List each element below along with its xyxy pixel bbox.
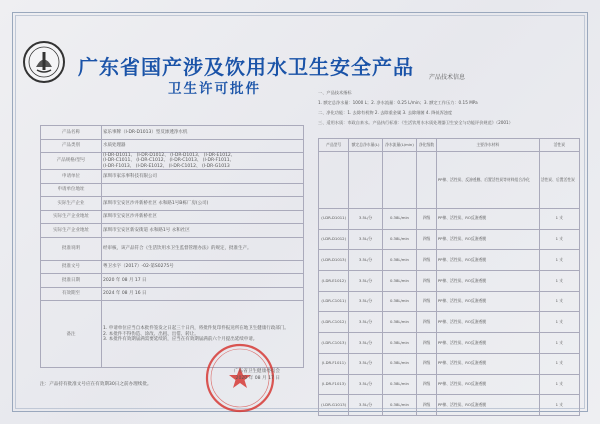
permit-row: [41, 237, 304, 260]
spec-row: [319, 271, 580, 292]
spec-cell: PP棉、活性炭、RO反渗透膜: [436, 395, 539, 416]
permit-row-value: 1. 申请单位应当自本批件签发之日起三十日内，将批件复印件报送所在地卫生健康行政部门。 2. 本批件不得伪造、涂改、出租、出借、转让。 3. 本批件有效期届满需要延续的，应当在有效期届满前六个月提出延续申请。: [102, 301, 304, 368]
spec-cell: (I-DR-C1013): [319, 333, 349, 354]
spec-cell: (I-DR-F1011): [319, 353, 349, 374]
spec-row: [319, 229, 580, 250]
spec-cell: 0.38L/min: [382, 291, 416, 312]
permit-row-value: 2020 年 08 月 17 日: [102, 274, 304, 288]
permit-row-label: 备注: [41, 301, 102, 368]
spec-row: [319, 250, 580, 271]
tech-spec-table: [318, 138, 580, 416]
permit-row-label: 批准说明: [41, 237, 102, 260]
spec-cell: 1 支: [539, 312, 579, 333]
issue-date: 2020 年 08 月 17 日: [235, 376, 280, 381]
permit-row-label: 实际生产企业: [41, 197, 102, 211]
tech-note: 一、产品技术指标: [318, 90, 352, 95]
spec-subheader-cell: [417, 152, 437, 209]
spec-cell: 3.5L/分: [349, 271, 382, 292]
permit-row-label: 批准日期: [41, 274, 102, 288]
permit-row: [41, 274, 304, 288]
spec-row: [319, 291, 580, 312]
spec-cell: PP棉、活性炭、RO反渗透膜: [436, 353, 539, 374]
spec-cell: 四级: [417, 353, 437, 374]
spec-cell: 1 支: [539, 229, 579, 250]
spec-row: [319, 374, 580, 395]
spec-cell: (I-DR-F1013): [319, 374, 349, 395]
document-title: 广东省国产涉及饮用水卫生安全产品: [78, 55, 414, 79]
spec-cell: 四级: [417, 395, 437, 416]
document-subtitle: 卫生许可批件: [168, 81, 261, 97]
spec-cell: 1 支: [539, 250, 579, 271]
permit-row-value: 深圳市家乐事科技有限公司: [102, 170, 304, 184]
permit-row-value: 深圳市宝安区沙井新桥社区 永和路1号B栋厂房(公司): [102, 197, 304, 211]
permit-row-label: 产品类别: [41, 139, 102, 153]
spec-cell: PP棉、活性炭、RO反渗透膜: [436, 229, 539, 250]
spec-cell: PP棉、活性炭、RO反渗透膜: [436, 250, 539, 271]
spec-cell: 0.38L/min: [382, 395, 416, 416]
permit-row: [41, 153, 304, 170]
permit-row-label: 批准文号: [41, 260, 102, 274]
spec-cell: (I-DR-D1011): [319, 209, 349, 230]
issuer-name: 广东省卫生健康委员会: [234, 369, 280, 374]
spec-header-cell: 主要净水材料: [436, 139, 539, 152]
spec-cell: 1 支: [539, 271, 579, 292]
spec-cell: 四级: [417, 312, 437, 333]
permit-row-value: (I-DR-D1011、 (I-DR-D1012、 (I-DR-D1013、 (I-DR-E1012、 (I-DR-C1011、 (I-DR-C1012、 (I-DR-C1013、 (I-DR-F1011、 (I-DR-F1013、 (I-DR-E1012、 (I-DR-C1012、 (I-DR-G1013: [102, 153, 304, 170]
spec-header-row: [319, 139, 580, 152]
spec-row: [319, 333, 580, 354]
permit-row-label: 申请单位地址: [41, 183, 102, 197]
spec-cell: (I-DR-C1012): [319, 312, 349, 333]
spec-cell: PP棉、活性炭、RO反渗透膜: [436, 312, 539, 333]
spec-subheader-cell: 活性炭、后置活性炭: [539, 152, 579, 209]
spec-cell: (I-DR-C1011): [319, 291, 349, 312]
tech-note: 1. 额定总净水量：1000 L；2. 净水流量：0.25 L/min；3. 额定工作压力：0.15 MPa: [318, 100, 478, 105]
spec-cell: 0.38L/min: [382, 333, 416, 354]
permit-row: [41, 224, 304, 238]
permit-info-table: [40, 125, 304, 368]
permit-row: [41, 170, 304, 184]
spec-cell: PP棉、活性炭、RO反渗透膜: [436, 333, 539, 354]
spec-cell: 3.5L/分: [349, 209, 382, 230]
permit-row-label: 实际生产企业地址: [41, 224, 102, 238]
spec-cell: 3.5L/分: [349, 333, 382, 354]
spec-row: [319, 209, 580, 230]
spec-cell: 3.5L/分: [349, 374, 382, 395]
spec-cell: (I-DR-D1012): [319, 229, 349, 250]
spec-row: [319, 395, 580, 416]
spec-cell: 0.38L/min: [382, 353, 416, 374]
spec-cell: PP棉、活性炭、RO反渗透膜: [436, 291, 539, 312]
spec-cell: 3.5L/分: [349, 250, 382, 271]
permit-row-value: 家乐事牌（I-DR-D1013）型反渗透净水机: [102, 126, 304, 140]
permit-row-value: 深圳市宝安区沙井新桥社区: [102, 210, 304, 224]
spec-cell: 0.38L/min: [382, 229, 416, 250]
spec-header-cell: 净水流量(L/min): [382, 139, 416, 152]
permit-row: [41, 197, 304, 211]
spec-cell: 3.5L/分: [349, 291, 382, 312]
tech-note: 二、净化功能：1. 去除有机物 2. 去除重金属 3. 去除细菌 4. 降低浑浊度: [318, 110, 453, 115]
tech-note: 三、适用水质：市政自来水。产品执行标准：《生活饮用水水质处理器卫生安全与功能评价规范》（2001）: [318, 120, 513, 125]
spec-cell: 四级: [417, 271, 437, 292]
permit-row-label: 产品名称: [41, 126, 102, 140]
health-emblem-icon: [22, 40, 66, 84]
spec-cell: 四级: [417, 374, 437, 395]
permit-row-label: 申请单位: [41, 170, 102, 184]
spec-header-cell: 产品型号: [319, 139, 349, 152]
spec-subheader-row: [319, 152, 580, 209]
renewal-notice: 注：产品持有批准文号应在有效期30日之前办理续批。: [40, 382, 152, 387]
permit-row-value: 2024 年 08 月 16 日: [102, 287, 304, 301]
spec-cell: (I-DR-D1013): [319, 250, 349, 271]
issuer-block: [190, 368, 280, 382]
spec-cell: 四级: [417, 291, 437, 312]
spec-cell: 3.5L/分: [349, 395, 382, 416]
permit-row-label: 产品规格/型号: [41, 153, 102, 170]
spec-row: [319, 312, 580, 333]
spec-cell: 四级: [417, 229, 437, 250]
permit-row-value: 水质处理器: [102, 139, 304, 153]
spec-cell: 1 支: [539, 291, 579, 312]
spec-cell: 1 支: [539, 395, 579, 416]
permit-row-value: 粤卫水字（2017）-02-第S0275号: [102, 260, 304, 274]
permit-row: [41, 139, 304, 153]
spec-header-cell: 净化级数: [417, 139, 437, 152]
spec-cell: 1 支: [539, 209, 579, 230]
spec-cell: PP棉、活性炭、RO反渗透膜: [436, 271, 539, 292]
spec-cell: 0.38L/min: [382, 312, 416, 333]
tech-notes: [318, 88, 580, 128]
spec-subheader-cell: [319, 152, 349, 209]
permit-row: [41, 126, 304, 140]
spec-subheader-cell: [382, 152, 416, 209]
spec-header-cell: 活性炭: [539, 139, 579, 152]
spec-cell: PP棉、活性炭、RO反渗透膜: [436, 374, 539, 395]
spec-subheader-cell: PP棉、活性炭、反渗透膜、后置活性炭等材料组合净化: [436, 152, 539, 209]
permit-row: [41, 260, 304, 274]
spec-cell: 0.38L/min: [382, 374, 416, 395]
permit-row: [41, 183, 304, 197]
permit-row: [41, 210, 304, 224]
spec-cell: 0.38L/min: [382, 271, 416, 292]
spec-cell: 1 支: [539, 353, 579, 374]
spec-row: [319, 353, 580, 374]
permit-row-value: [102, 183, 304, 197]
spec-header-cell: 额定总净水量(L): [349, 139, 382, 152]
spec-cell: 1 支: [539, 333, 579, 354]
spec-cell: 0.38L/min: [382, 209, 416, 230]
spec-cell: 1 支: [539, 374, 579, 395]
spec-cell: 四级: [417, 250, 437, 271]
permit-row-value: 深圳市宝安区新安街道 永和路1号 永和社区: [102, 224, 304, 238]
spec-cell: (I-DR-E1012): [319, 271, 349, 292]
permit-row-label: 有效期至: [41, 287, 102, 301]
spec-cell: 四级: [417, 333, 437, 354]
spec-cell: 0.38L/min: [382, 250, 416, 271]
permit-row: [41, 287, 304, 301]
spec-subheader-cell: [349, 152, 382, 209]
permit-row-value: 经审核，该产品符合《生活饮用水卫生监督管理办法》的规定，批准生产。: [102, 237, 304, 260]
spec-cell: 3.5L/分: [349, 312, 382, 333]
spec-cell: 四级: [417, 209, 437, 230]
spec-cell: 3.5L/分: [349, 353, 382, 374]
permit-row-label: 实际生产企业地址: [41, 210, 102, 224]
tech-info-title: 产品技术信息: [429, 74, 466, 81]
spec-cell: 3.5L/分: [349, 229, 382, 250]
spec-cell: PP棉、活性炭、RO反渗透膜: [436, 209, 539, 230]
spec-cell: (I-DR-G1013): [319, 395, 349, 416]
